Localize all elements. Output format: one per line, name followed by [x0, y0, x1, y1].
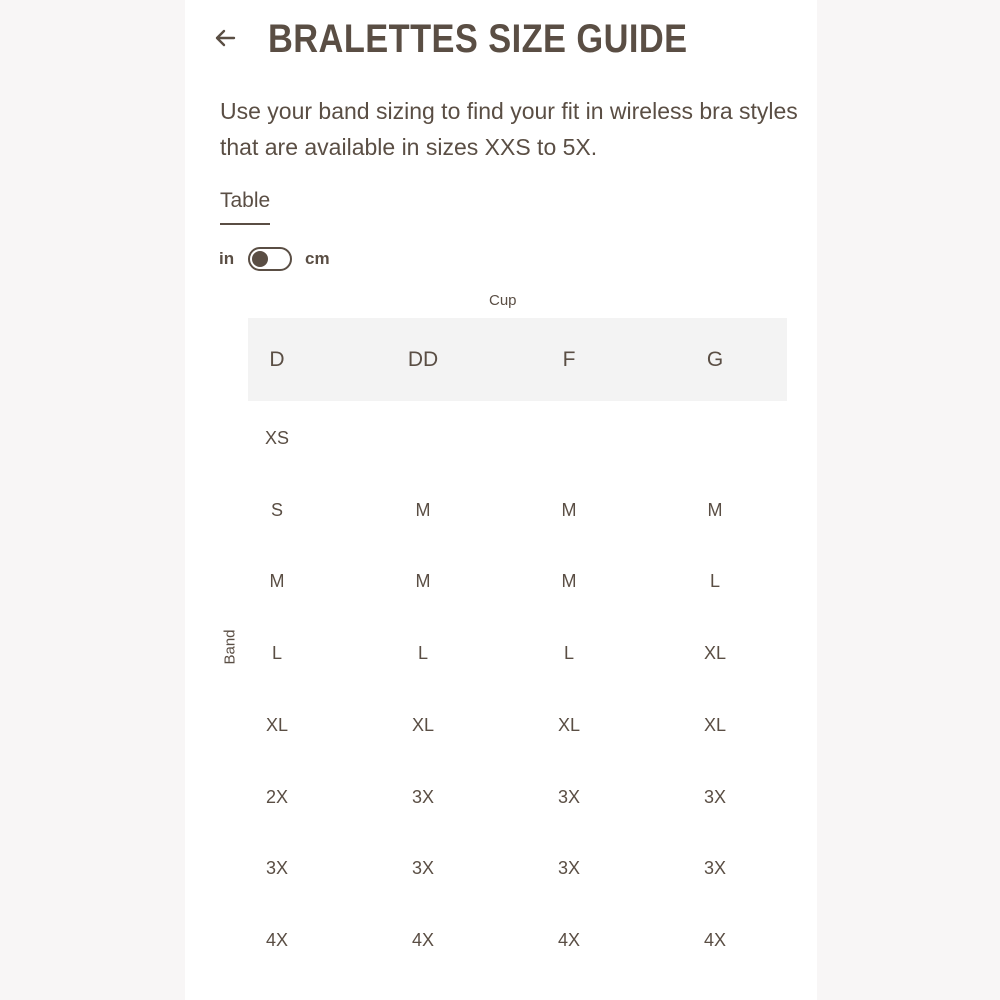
- table-cell: 3X: [557, 858, 581, 878]
- table-cell: 2X: [265, 787, 289, 807]
- table-cell: L: [417, 643, 428, 663]
- table-cell: L: [271, 643, 282, 663]
- table-cell: XL: [557, 715, 581, 735]
- table-cell: 3X: [411, 787, 435, 807]
- table-cell: 4X: [265, 930, 289, 950]
- table-cell: XS: [264, 428, 289, 448]
- table-cell: L: [563, 643, 574, 663]
- table-cell: 3X: [411, 858, 435, 878]
- column-header-cup-dd: DD: [407, 348, 439, 371]
- back-button[interactable]: [212, 24, 240, 52]
- table-cell: 4X: [411, 930, 435, 950]
- table-cell: 3X: [265, 858, 289, 878]
- unit-label-in: in: [219, 249, 235, 268]
- cup-axis-label: Cup: [489, 292, 517, 309]
- column-header-cup-f: F: [562, 348, 576, 371]
- column-header-cup-d: D: [269, 348, 285, 371]
- table-cell: M: [561, 500, 577, 520]
- table-cell: XL: [703, 643, 727, 663]
- page-title: BRALETTES SIZE GUIDE: [268, 17, 688, 61]
- table-cell: 3X: [703, 858, 727, 878]
- unit-label-cm: cm: [305, 249, 330, 268]
- arrow-left-icon: [212, 24, 240, 52]
- table-cell: 3X: [703, 787, 727, 807]
- band-axis-label: Band: [221, 629, 239, 665]
- size-guide-description: Use your band sizing to find your fit in wireless bra styles that are available in sizes XXS to 5X.: [220, 98, 798, 160]
- table-cell: M: [269, 571, 285, 591]
- column-header-cup-g: G: [706, 348, 724, 371]
- table-cell: M: [415, 571, 431, 591]
- tab-table[interactable]: Table: [220, 186, 270, 225]
- table-cell: XL: [265, 715, 289, 735]
- table-cell: M: [707, 500, 723, 520]
- table-cell: XL: [411, 715, 435, 735]
- table-cell: 4X: [703, 930, 727, 950]
- table-cell: L: [709, 571, 720, 591]
- table-cell: XL: [703, 715, 727, 735]
- table-cell: M: [561, 571, 577, 591]
- unit-toggle[interactable]: [248, 247, 292, 271]
- toggle-knob: [252, 251, 268, 267]
- table-cell: 4X: [557, 930, 581, 950]
- table-cell: M: [415, 500, 431, 520]
- table-cell: S: [270, 500, 283, 520]
- table-cell: 3X: [557, 787, 581, 807]
